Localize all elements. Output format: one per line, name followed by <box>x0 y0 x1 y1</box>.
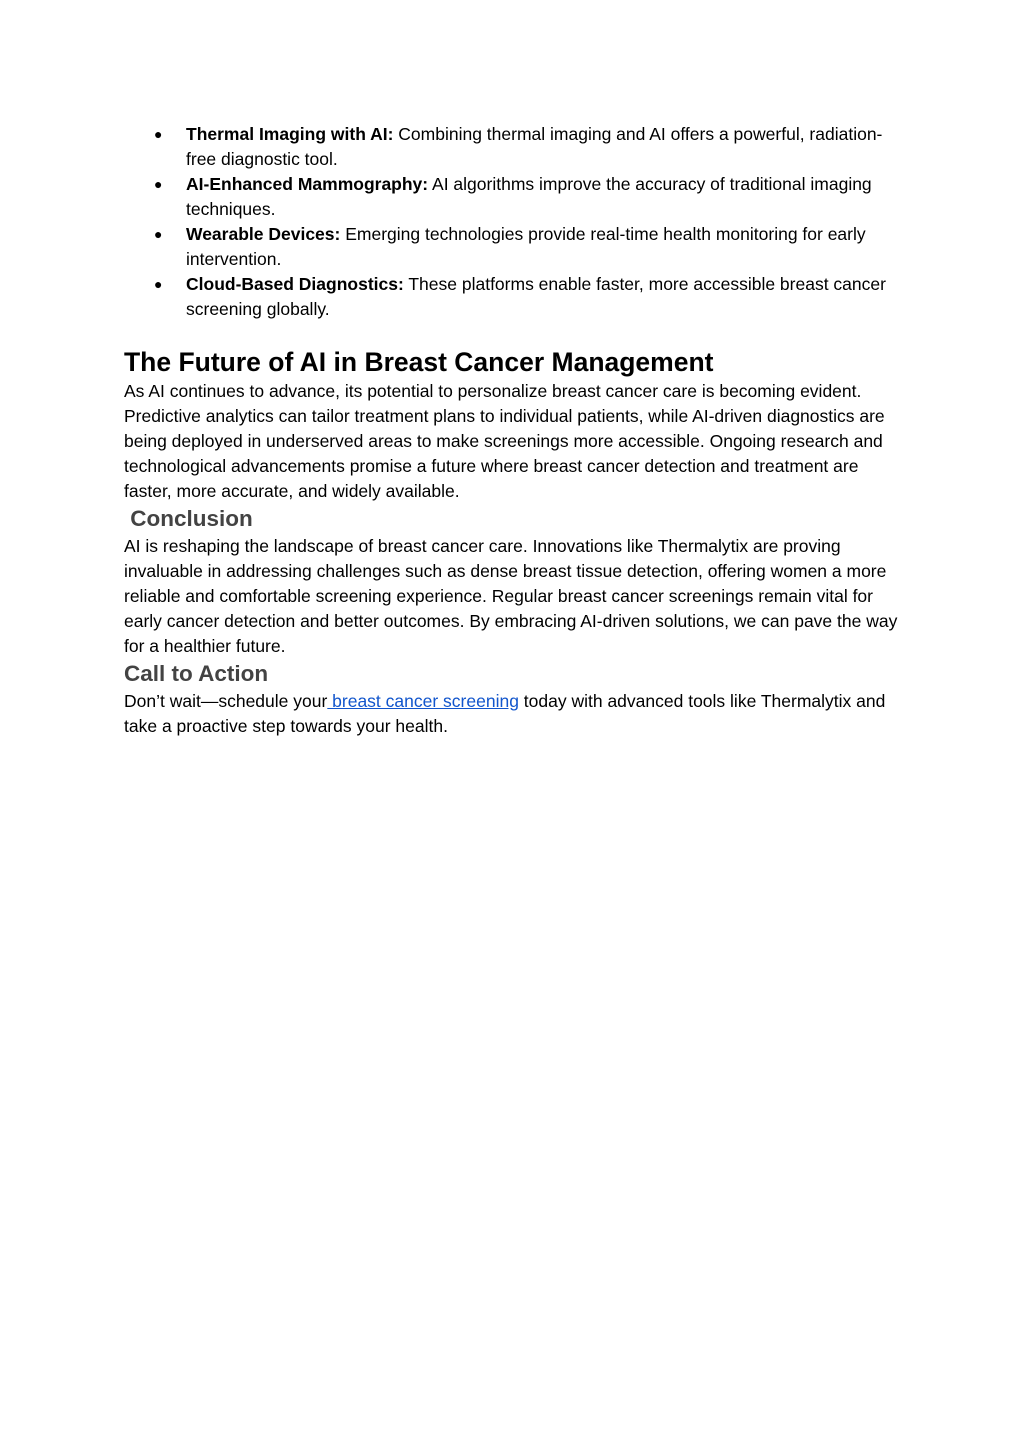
bullet-term: Wearable Devices: <box>186 224 341 244</box>
bullet-text: AI algorithms improve the accuracy of traditional imaging techniques. <box>186 174 872 219</box>
bullet-icon: ● <box>154 176 163 192</box>
conclusion-paragraph: AI is reshaping the landscape of breast cancer care. Innovations like Thermalytix are proving invaluable in addressing challenges such as dense breast tissue detection, offering women a more reliable and comfortable screening experience. Regular breast cancer screenings remain vital for early cancer detection and better outcomes. By embracing AI-driven solutions, we can pave the way for a healthier future. <box>124 536 898 656</box>
bullet-icon: ● <box>154 126 163 142</box>
document-page <box>124 122 904 739</box>
bullet-item-thermal-imaging <box>124 122 904 172</box>
bullet-item-cloud-diagnostics <box>124 272 904 322</box>
feature-bullet-list <box>124 122 904 322</box>
bullet-text: Combining thermal imaging and AI offers a powerful, radiation-free diagnostic tool. <box>186 124 883 169</box>
bullet-icon: ● <box>154 276 163 292</box>
call-to-action-paragraph <box>124 689 904 739</box>
future-section-paragraph: As AI continues to advance, its potential to personalize breast cancer care is becoming evident. Predictive analytics can tailor treatment plans to individual patients, while AI-driven diagnostics are being deployed in underserved areas to make screenings more accessible. Ongoing research and technological advancements promise a future where breast cancer detection and treatment are faster, more accurate, and widely available. <box>124 381 885 501</box>
bullet-icon: ● <box>154 226 163 242</box>
future-section-heading: The Future of AI in Breast Cancer Management <box>124 347 714 377</box>
conclusion-heading-text: Conclusion <box>124 506 253 531</box>
conclusion-heading <box>124 504 904 534</box>
cta-text-after-link: today with advanced tools like Thermalytix and take a proactive step towards your health. <box>124 691 886 736</box>
call-to-action-heading: Call to Action <box>124 661 269 686</box>
cta-text-before-link: Don’t wait—schedule your <box>124 691 328 711</box>
bullet-term: Cloud-Based Diagnostics: <box>186 274 404 294</box>
bullet-item-wearable-devices <box>124 222 904 272</box>
breast-cancer-screening-link[interactable]: breast cancer screening <box>327 691 519 711</box>
bullet-item-ai-mammography <box>124 172 904 222</box>
bullet-term: Thermal Imaging with AI: <box>186 124 394 144</box>
bullet-term: AI-Enhanced Mammography: <box>186 174 429 194</box>
bullet-text: These platforms enable faster, more accessible breast cancer screening globally. <box>186 274 886 319</box>
bullet-text: Emerging technologies provide real-time health monitoring for early intervention. <box>186 224 866 269</box>
